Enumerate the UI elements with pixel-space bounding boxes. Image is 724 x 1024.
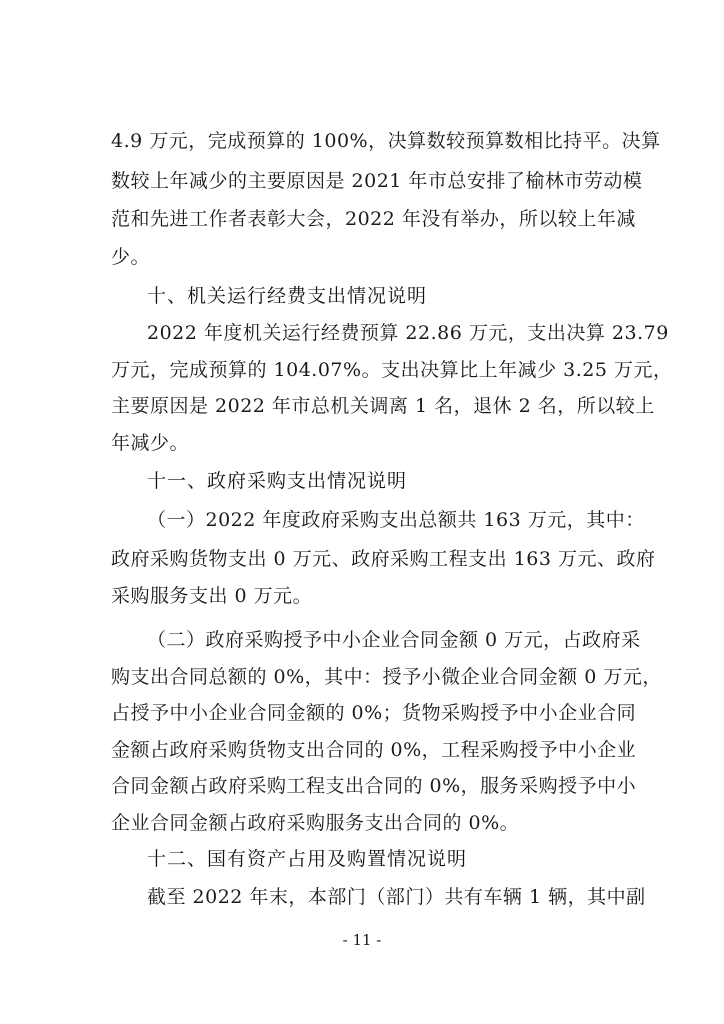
paragraph-line: 企业合同金额占政府采购服务支出合同的 0%。 [111,812,520,834]
paragraph-line: 合同金额占政府采购工程支出合同的 0%，服务采购授予中小 [111,775,637,797]
section-heading-11: 十一、政府采购支出情况说明 [147,470,408,492]
paragraph-line: 金额占政府采购货物支出合同的 0%，工程采购授予中小企业 [111,739,637,761]
paragraph-line: （一）2022 年度政府采购支出总额共 163 万元，其中： [147,509,645,531]
paragraph-line: 少。 [111,246,151,268]
section-heading-12: 十二、国有资产占用及购置情况说明 [147,848,468,870]
paragraph-line: 4.9 万元，完成预算的 100%，决算数较预算数相比持平。决算 [111,130,661,152]
paragraph-line: 购支出合同总额的 0%，其中：授予小微企业合同金额 0 万元， [111,666,662,688]
paragraph-line: 万元，完成预算的 104.07%。支出决算比上年减少 3.25 万元， [111,359,673,381]
paragraph-line: 年减少。 [111,432,190,454]
paragraph-line: 占授予中小企业合同金额的 0%；货物采购授予中小企业合同 [111,702,637,724]
paragraph-line: 2022 年度机关运行经费预算 22.86 万元，支出决算 23.79 [147,322,669,344]
paragraph-line: 采购服务支出 0 万元。 [111,585,313,607]
paragraph-line: 政府采购货物支出 0 万元、政府采购工程支出 163 万元、政府 [111,548,656,570]
paragraph-line: 数较上年减少的主要原因是 2021 年市总安排了榆林市劳动模 [111,170,643,192]
paragraph-line: 范和先进工作者表彰大会，2022 年没有举办，所以较上年减 [111,208,636,230]
paragraph-line: 截至 2022 年末，本部门（部门）共有车辆 1 辆，其中副 [147,886,646,908]
paragraph-line: （二）政府采购授予中小企业合同金额 0 万元，占政府采 [147,629,641,651]
page-number: - 11 - [342,931,382,949]
paragraph-line: 主要原因是 2022 年市总机关调离 1 名，退休 2 名，所以较上 [111,395,655,417]
section-heading-10: 十、机关运行经费支出情况说明 [147,285,428,307]
